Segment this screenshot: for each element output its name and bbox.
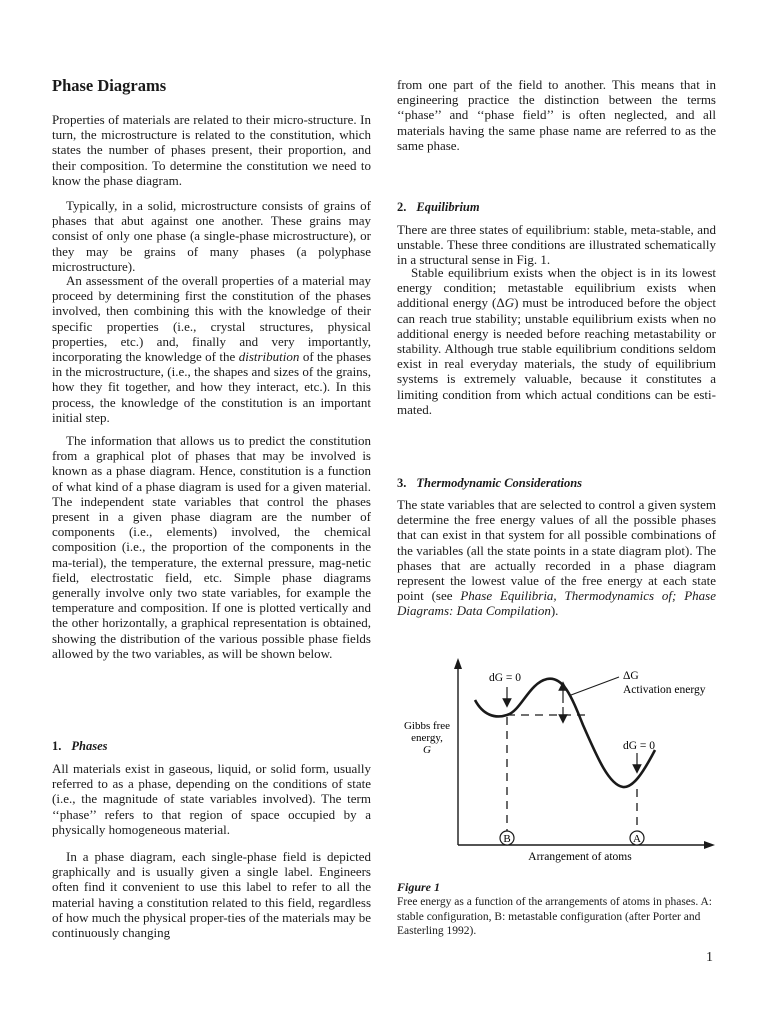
- dg-left-label: dG = 0: [489, 672, 522, 684]
- section-number: 3.: [397, 476, 407, 490]
- figure-caption: Free energy as a function of the arrangements of atoms in phases. A: stable configuration, B: metastable configuration (after Porter and Easterling 1992).: [397, 896, 712, 937]
- paragraph-microstructure: Typically, in a solid, microstructure consists of grains of phases that abut against one another. These grains may consist of only one phase (a single-phase microstructure), or they may be grains of many phases (a polyphase microstructure).: [52, 198, 371, 274]
- section-heading-equilibrium: [397, 200, 480, 215]
- section-number: 1.: [52, 739, 62, 753]
- x-axis-label: Arrangement of atoms: [528, 851, 632, 863]
- x-axis-arrow: [704, 841, 715, 849]
- section-title: Equilibrium: [416, 200, 480, 214]
- paragraph-assessment: [52, 273, 371, 425]
- section-heading-phases: [52, 739, 108, 754]
- y-axis-label-line1: Gibbs free: [403, 720, 451, 732]
- y-axis-label-line3: G: [423, 744, 431, 756]
- delta-g-leader: [571, 677, 619, 695]
- stable-emphasis: G: [504, 295, 515, 311]
- delta-g-label: ΔG: [623, 670, 639, 682]
- point-b-label: B: [503, 833, 511, 845]
- assessment-text-a: An assessment of the overall properties of a material may proceed by determining first the constitution of the phases involved, then combining this with the knowledge of their specific properties (i.e., crystal structures, physical properties, etc.) and, finally and very importantly, incorporating the knowledge of the: [52, 273, 371, 365]
- page-number: 1: [706, 950, 713, 965]
- paragraph-phase-field: from one part of the field to another. This means that in engineering practice the distinction between the terms ‘‘phase’’ and ‘‘phase field’’ is often neglected, and all materials having the same phase name are referred to as the same phase.: [397, 77, 716, 153]
- point-a-label: A: [633, 833, 641, 845]
- section-heading-thermodynamic: [397, 476, 582, 491]
- section-number: 2.: [397, 200, 407, 214]
- paragraph-phases: All materials exist in gaseous, liquid, or solid form, usually referred to as a phase, depending on the conditions of state (i.e., the magnitude of state variables involved). The term ‘‘phase’’ refers to that region of space occupied by a physically homogeneous material.: [52, 761, 371, 837]
- paragraph-intro: Properties of materials are related to their micro-structure. In turn, the microstructure is related to the constitution, which states the number of phases present, their proportion, and their composition. To determine the constitution we need to know the phase diagram.: [52, 112, 371, 188]
- stable-text-b: ) must be introduced before the object can reach true stability; unstable equilibrium exists when no additional energy is needed before reaching metastability or stability. Although true stable equilibrium conditions seldom exist in real everyday materials, the study of equilibrium systems is extremely valuable, because it constitutes a limiting condition from which actual conditions can be esti-mated.: [397, 295, 716, 417]
- state-emphasis: Phase Equilibria, Thermodynamics of; Phase Diagrams: Data Compilation: [397, 588, 716, 619]
- assessment-text-b: of the phases in the microstructure, (i.e., the shapes and sizes of the grains, how they fit together, and how they interact, etc.). In this process, the knowledge of the constitution is an important initial step.: [52, 349, 371, 425]
- paragraph-state-variables: [397, 497, 716, 619]
- paragraph-phase-diagram: The information that allows us to predict the constitution from a graphical plot of phases that may be involved is known as a phase diagram. Hence, constitution is a function of what kind of a phase diagram is used for a given material. The independent state variables that control the phases present in a given phase diagram are the number of components (i.e., elements) involved, the chemical composition (i.e., the proportion of the components in the ma-terial), the temperature, the external pressure, mag-netic field, electrostatic field, etc. Simple phase diagrams generally involve only two state variables, for example the temperature and composition. If one is plotted vertically and the other horizontally, a graphical representation is obtained, showing the distribution of the various possible phase fields allowed by the two variables, as will be shown below.: [52, 433, 371, 661]
- section-title: Thermodynamic Considerations: [416, 476, 583, 490]
- assessment-emphasis: distribution: [238, 349, 300, 365]
- state-text-b: ).: [550, 603, 559, 619]
- paragraph-equilibrium-states: There are three states of equilibrium: stable, meta-stable, and unstable. These three conditions are illustrated schematically in a structural sense in Fig. 1.: [397, 222, 716, 268]
- y-axis-label-line2: energy,: [411, 732, 443, 744]
- section-title: Phases: [71, 739, 108, 753]
- page-title: Phase Diagrams: [52, 76, 167, 95]
- activation-energy-label: Activation energy: [623, 684, 706, 696]
- dg-right-label: dG = 0: [623, 740, 656, 752]
- free-energy-figure: [397, 655, 717, 870]
- state-text-a: The state variables that are selected to control a given system determine the free energy values of all the possible phases that can exist in that system for all possible combinations of the variables (all the state points in a state diagram plot). The phases that are actually recorded in a phase diagram represent the lowest value of the free energy at each state point (see: [397, 497, 716, 604]
- paragraph-stable-equilibrium: [397, 265, 716, 417]
- figure-label: Figure 1: [397, 880, 441, 894]
- y-axis-arrow: [454, 658, 462, 669]
- stable-text-a: Stable equilibrium exists when the object is in its lowest energy condition; metastable equilibrium exists when additional energy (Δ: [397, 265, 716, 311]
- paragraph-single-phase: In a phase diagram, each single-phase field is depicted graphically and is usually given a single label. Engineers often find it convenient to use this label to refer to all the material having a constitution related to this field, regardless of how much the physical proper-ties of the materials may be continuously changing: [52, 849, 371, 941]
